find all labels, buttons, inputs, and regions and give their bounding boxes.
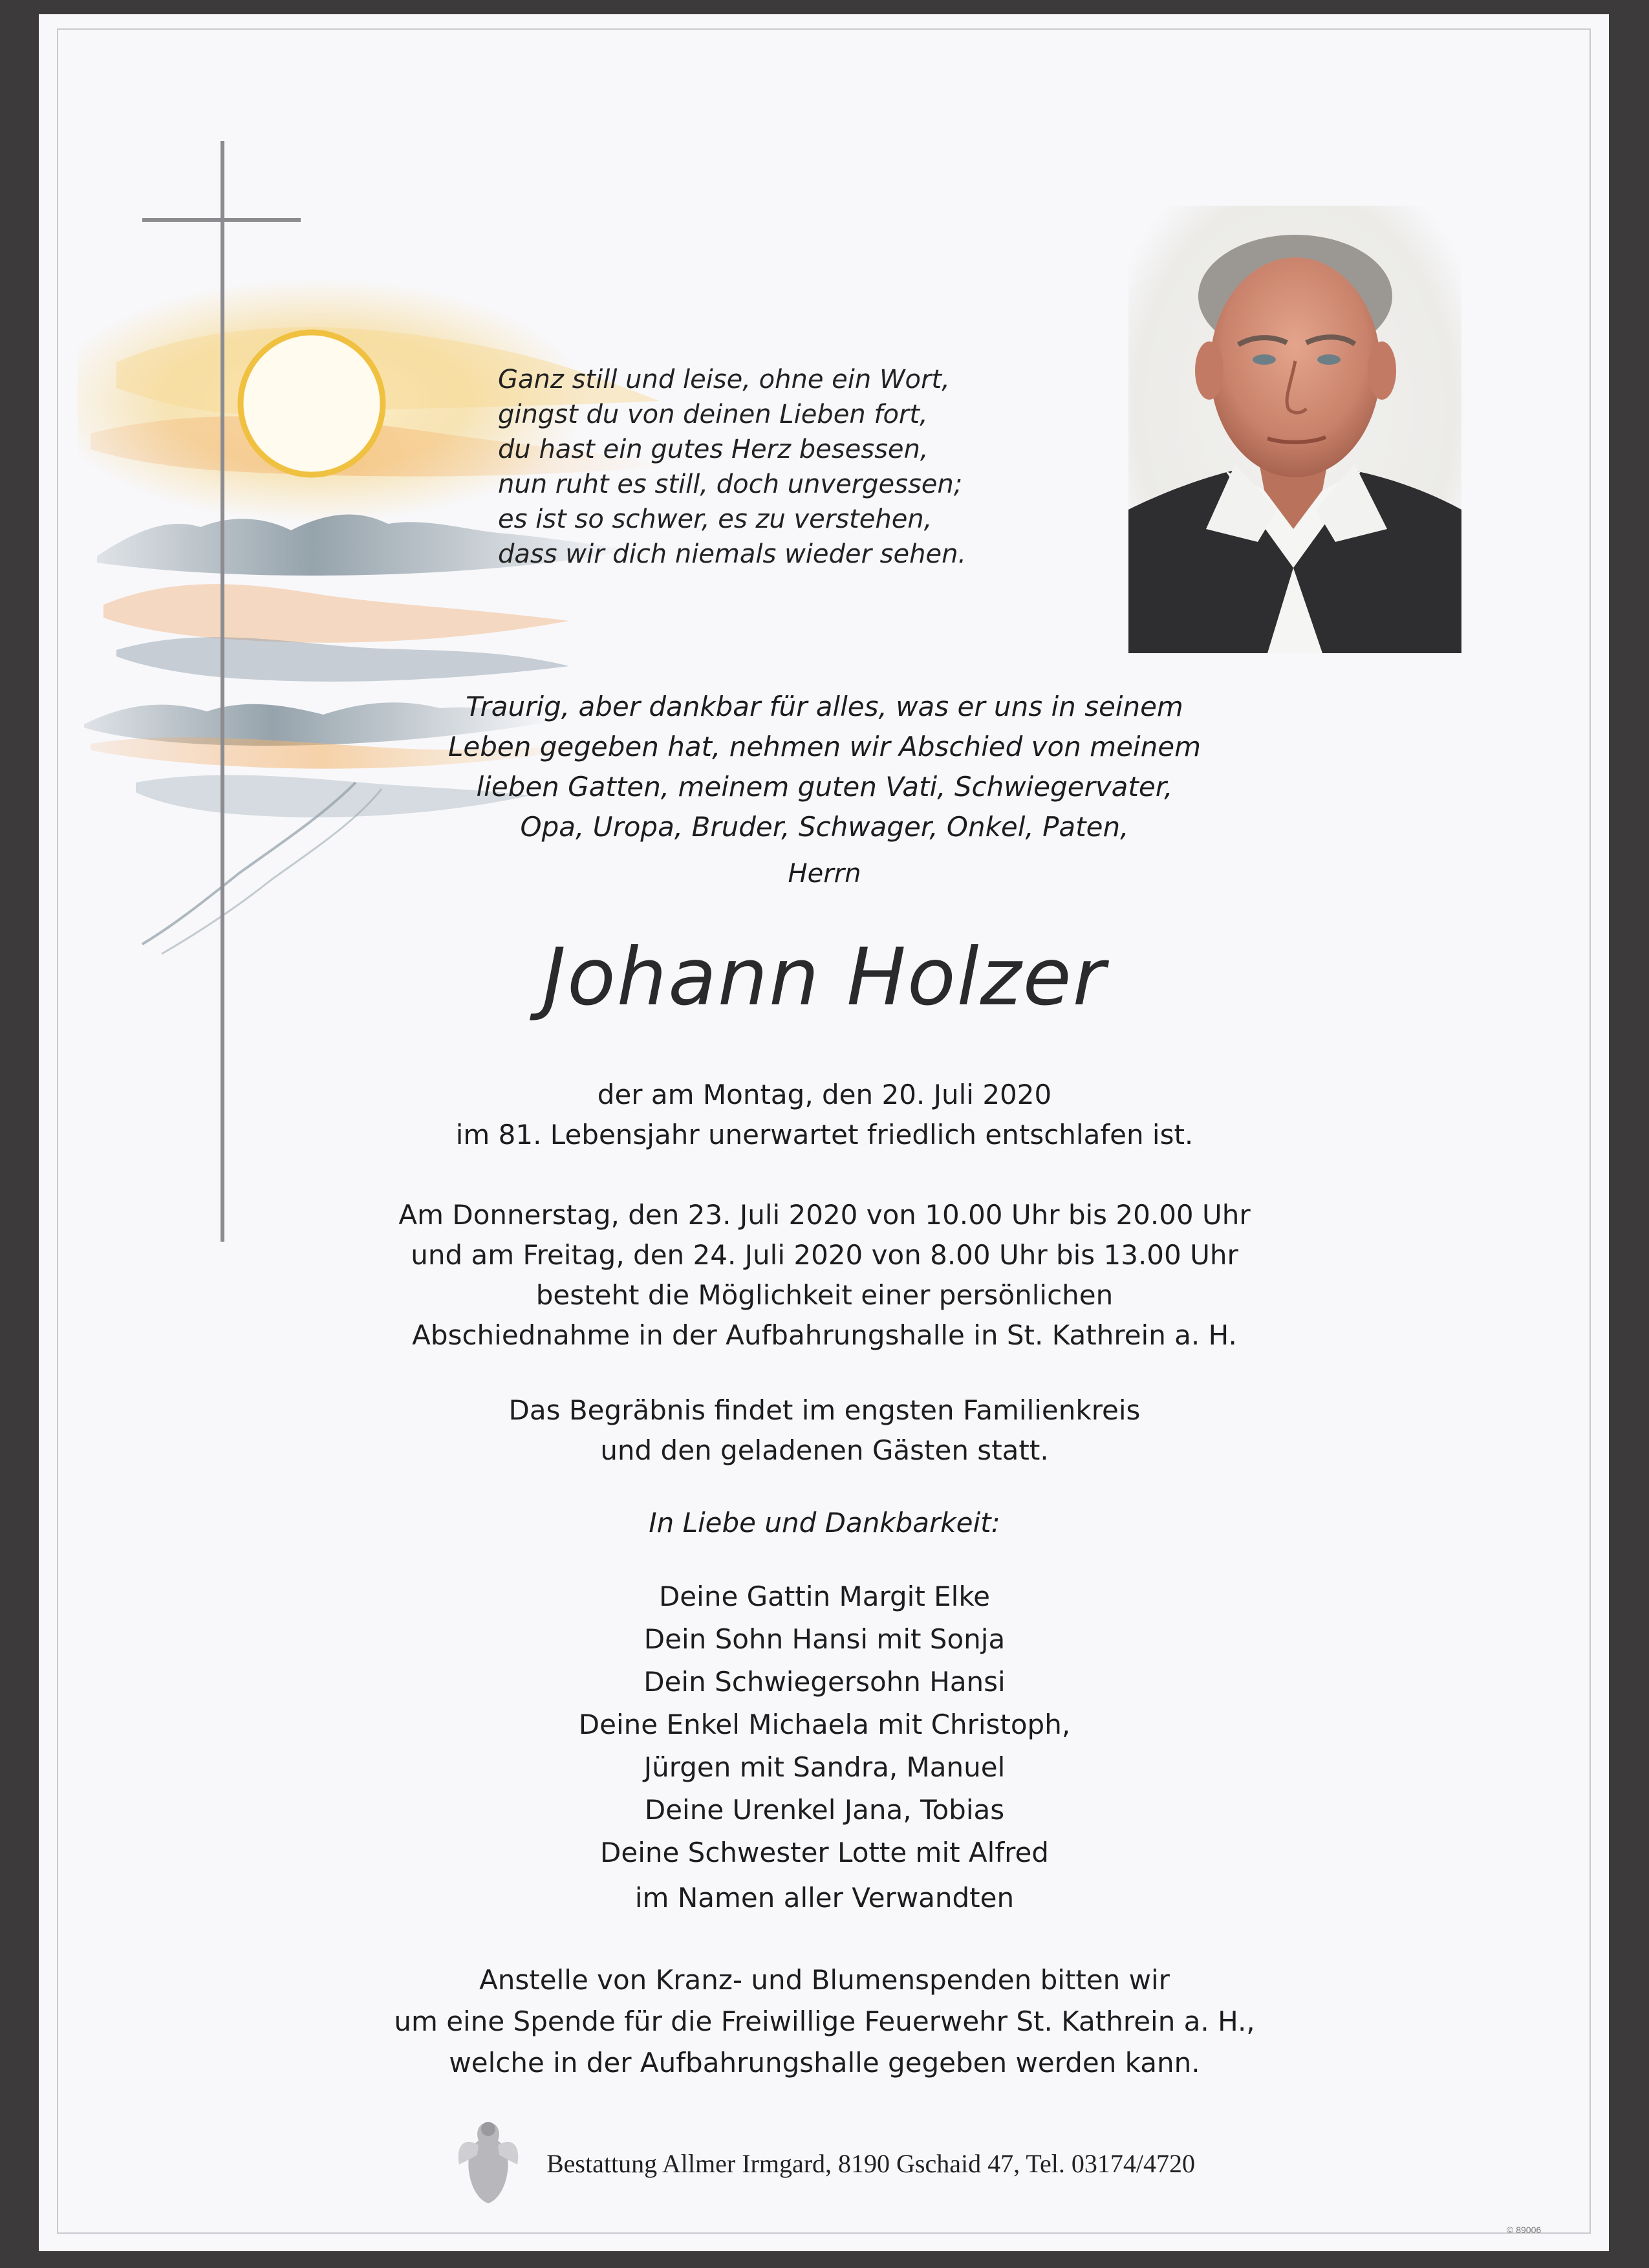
funeral-line: Das Begräbnis findet im engsten Familienkreis [508,1394,1141,1426]
family-member: Dein Schwiegersohn Hansi [643,1666,1006,1698]
viewing-line: besteht die Möglichkeit einer persönlichen [535,1279,1114,1311]
family-member: Deine Enkel Michaela mit Christoph, [578,1709,1071,1740]
donation-line: welche in der Aufbahrungshalle gegeben werden kann. [449,2047,1200,2079]
poem-line: es ist so schwer, es zu verstehen, [498,504,932,534]
donation-line: um eine Spende für die Freiwillige Feuerwehr St. Kathrein a. H., [394,2005,1255,2037]
portrait-photo [1128,206,1461,653]
family-member: Deine Schwester Lotte mit Alfred [600,1837,1049,1868]
poem-line: Ganz still und leise, ohne ein Wort, [498,365,950,394]
intro-line: Leben gegeben hat, nehmen wir Abschied von meinem [448,731,1201,762]
death-line: der am Montag, den 20. Juli 2020 [597,1079,1052,1110]
funeral-home-contact: Bestattung Allmer Irmgard, 8190 Gschaid 47, Tel. 03174/4720 [546,2149,1195,2178]
death-notice [0,1075,1649,1155]
donation-line: Anstelle von Kranz- und Blumenspenden bitten wir [479,1964,1170,1996]
family-member: Jürgen mit Sandra, Manuel [643,1751,1006,1783]
viewing-line: Abschiednahme in der Aufbahrungshalle in St. Kathrein a. H. [412,1319,1237,1351]
family-member: Dein Sohn Hansi mit Sonja [643,1623,1006,1655]
funeral-line: und den geladenen Gästen statt. [600,1434,1049,1466]
relatives-line: im Namen aller Verwandten [634,1882,1015,1914]
funeral-info [0,1390,1649,1471]
family-list [0,1575,1649,1874]
poem-line: nun ruht es still, doch unvergessen; [498,470,963,499]
footer [453,2110,1293,2187]
deceased-name: Johann Holzer [543,931,1106,1023]
print-mark: © 89006 [1507,2225,1542,2235]
family-member: Deine Urenkel Jana, Tobias [644,1794,1005,1826]
family-member: Deine Gattin Margit Elke [658,1581,991,1612]
intro-line: lieben Gatten, meinem guten Vati, Schwiegervater, [476,771,1173,803]
memorial-poem [498,362,967,572]
poem-line: dass wir dich niemals wieder sehen. [498,539,967,569]
poem-line: du hast ein gutes Herz besessen, [498,435,929,464]
intro-line: Opa, Uropa, Bruder, Schwager, Onkel, Paten, [520,811,1129,843]
death-line: im 81. Lebensjahr unerwartet friedlich entschlafen ist. [455,1119,1194,1150]
poem-line: gingst du von deinen Lieben fort, [498,400,928,429]
viewing-line: und am Freitag, den 24. Juli 2020 von 8.00 Uhr bis 13.00 Uhr [411,1239,1238,1271]
intro-text [0,687,1649,847]
salutation: Herrn [788,859,861,889]
angel-icon [453,2110,524,2207]
intro-line: Traurig, aber dankbar für alles, was er uns in seinem [466,691,1183,722]
donation-request [0,1960,1649,2084]
viewing-line: Am Donnerstag, den 23. Juli 2020 von 10.00 Uhr bis 20.00 Uhr [398,1199,1251,1231]
closing-phrase: In Liebe und Dankbarkeit: [649,1507,1000,1539]
viewing-info [0,1195,1649,1355]
sun-icon [241,332,383,475]
